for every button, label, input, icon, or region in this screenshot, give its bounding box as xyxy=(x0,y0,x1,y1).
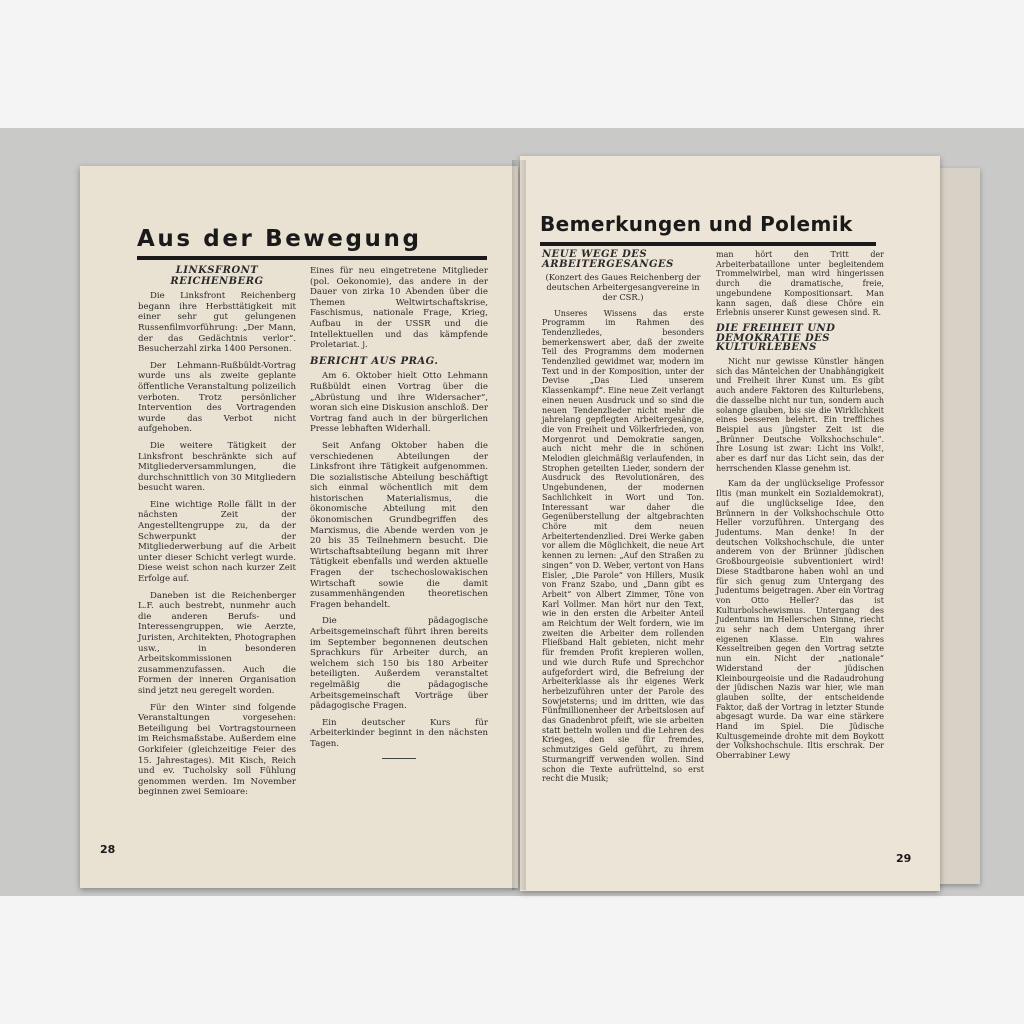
paragraph: Daneben ist die Reichenberger L.F. auch bestrebt, nunmehr auch die anderen Berufs- und Interessengruppen, wie Aerzte, Juristen, Architekten, Photographen usw., in besonderen Arbeitskommissionen zusammenzufassen. Auch die Formen der inneren Organisation sind jetzt neu geregelt worden. xyxy=(138,590,296,696)
right-title-rule xyxy=(540,242,876,246)
book-gutter xyxy=(512,160,526,890)
heading-linksfront-reichenberg: LINKSFRONT REICHENBERG xyxy=(170,265,264,287)
page-number-right: 29 xyxy=(896,852,912,865)
background-bottom xyxy=(0,896,1024,1024)
paragraph: Am 6. Oktober hielt Otto Lehmann Rußbüldt einen Vortrag über die „Abrüstung und ihre Widersacher“, woran sich eine Diskusion anschloß. Der Vortrag fand auch in der bürgerlichen Presse lebhaften Widerhall. xyxy=(310,371,488,435)
paragraph: Eines für neu eingetretene Mitglieder (pol. Oekonomie), das andere in der Dauer von zirka 10 Abenden über die Themen Weltwirtschaftskrise, Faschismus, nationale Frage, Krieg, Aufbau in der USSR und die Intellektuellen und das kämpfende Proletariat. j. xyxy=(310,266,488,351)
right-page-title: Bemerkungen und Polemik xyxy=(540,212,853,236)
left-column-1 xyxy=(138,266,296,804)
background-top xyxy=(0,0,1024,128)
right-page xyxy=(520,156,940,891)
left-title-rule xyxy=(137,256,487,260)
paragraph: Seit Anfang Oktober haben die verschiedenen Abteilungen der Linksfront ihre Tätigkeit aufgenommen. Die sozialistische Abteilung beschäftigt sich einmal wöchentlich mit dem historischen Materialismus, die ökonomische Abteilung mit den ökonomischen Grundbegriffen des Marxismus, die Abende werden von je 20 bis 35 Teilnehmern besucht. Die Wirtschaftsabteilung begann mit ihrer Tätigkeit ebenfalls und werden aktuelle Fragen der tschechoslowakischen Wirtschaft sowie die damit zusammenhängenden theoretischen Fragen behandelt. xyxy=(310,440,488,610)
left-page xyxy=(80,166,518,888)
paragraph: Ein deutscher Kurs für Arbeiterkinder beginnt in den nächsten Tagen. xyxy=(310,717,488,749)
paragraph: Nicht nur gewisse Künstler hängen sich das Mäntelchen der Unabhängigkeit und Freiheit ihrer Kunst um. Es gibt auch andere Faktoren des Kulturlebens, die dasselbe nicht nur tun, sondern auch solange glauben, bis sie die Wirklichkeit eines besseren belehrt. Ein treffliches Beispiel aus jüngster Zeit ist die „Brünner Deutsche Volkshochschule“. Ihre Losung ist zwar: Licht ins Volk!, aber es darf nur das Licht sein, das der herrschenden Klasse genehm ist. xyxy=(716,357,884,473)
left-column-2 xyxy=(310,266,488,759)
paragraph: Die pädagogische Arbeitsgemeinschaft führt ihren bereits im September begonnenen deutschen Sprachkurs für Arbeiter durch, an welchem sich 150 bis 180 Arbeiter beteiligten. Außerdem veranstaltet regelmäßig die pädagogische Arbeitsgemeinschaft Vorträge über pädagogische Fragen. xyxy=(310,616,488,712)
closing-rule xyxy=(382,758,416,759)
paragraph: Der Lehmann-Rußbüldt-Vortrag wurde uns als zweite geplante öffentliche Veranstaltung polizeilich verboten. Trotz persönlicher Intervention des Vortragenden wurde das Verbot nicht aufgehoben. xyxy=(138,360,296,435)
heading-bericht-aus-prag: BERICHT AUS PRAG. xyxy=(310,355,439,367)
paragraph: Die Linksfront Reichenberg begann ihre Herbsttätigkeit mit einer sehr gut gelungenen Russenfilmvorführung: „Der Mann, der das Gedächtnis verlor“. Besucherzahl zirka 1400 Personen. xyxy=(138,291,296,355)
paragraph: Eine wichtige Rolle fällt in der nächsten Zeit der Angestelltengruppe zu, da der Schwerpunkt der Mitgliederwerbung auf die Arbeit unter dieser Schicht verlegt wurde. Diese weist schon nach kurzer Zeit Erfolge auf. xyxy=(138,499,296,585)
paragraph: Für den Winter sind folgende Veranstaltungen vorgesehen: Beteiligung bei Vortragstourneen im Reichsmaßstabe. Außerdem eine Gorkifeier (gleichzeitige Feier des 15. Jahrestages). Mit Kisch, Reich und ev. Tucholsky soll Fühlung genommen werden. Im November beginnen zwei Semioare: xyxy=(138,702,296,798)
paragraph: Unseres Wissens das erste Programm im Rahmen des Tendenzliedes, besonders bemerkenswert aber, daß der zweite Teil des Programms dem modernen Tendenzlied gewidmet war, modern im Text und in der Komposition, unter der Devise „Das Lied unserem Klassenkampf“. Eine neue Zeit verlangt einen neuen Ausdruck und so sind die neuen Tendenzlieder nicht mehr die jahrelang gepflegten Arbeitergesänge, die von Freiheit und Völkerfrieden, von Morgenrot und Demokratie sangen, auch nicht mehr die in schönen Melodien gleichmäßig verlaufenden, in Strophen geteilten Lieder, sondern der Ausdruck des Revolutionären, des Ungebundenen, der modernen Sachlichkeit in Wort und Ton. Interessant war daher die Gegenüberstellung der altgebrachten Chöre mit dem neuen Arbeitertendenzlied. Drei Werke gaben vor allem die Möglichkeit, die neue Art kennen zu lernen: „Auf den Straßen zu singen“ von D. Weber, vertont von Hans Eisler, „Die Parole“ von Hillers, Musik von Franz Szabo, und „Dann gibt es Arbeit“ von Albert Zimmer, Töne von Karl Vollmer. Man hört nur den Text, wie in den ersten die Arbeiter Anteil am Reichtum der Welt fordern, wie im zweiten die Arbeiter dem rollenden Fließband Halt gebieten, nicht mehr für fremden Profit krepieren wollen, und wie durch Rufe und Sprechchor aufgefordert wird, die Befreiung der Arbeiterklasse als ihr eigenes Werk herbeizuführen unter der Parole des Sowjetsterns; und im dritten, wie das Fünfmillionenheer der Arbeitslosen auf das Gnadenbrot pfeift, wie sie arbeiten statt betteln wollen und die Lehren des Krieges, den sie für fremdes, schmutziges Geld geführt, zu ihrem Sturmangriff verwenden wollen. Sind schon die Texte aufrüttelnd, so erst recht die Musik; xyxy=(542,308,704,784)
left-page-title: Aus der Bewegung xyxy=(137,226,422,252)
right-column-2 xyxy=(716,250,884,767)
heading-freiheit-demokratie: DIE FREIHEIT UND DEMOKRATIE DES KULTURLEBENS xyxy=(716,322,836,354)
concert-note: (Konzert des Gaues Reichenberg der deutschen Arbeitergesangvereine in der CSR.) xyxy=(545,272,701,302)
paragraph: Kam da der unglückselige Professor Iltis (man munkelt ein Sozialdemokrat), auf die unglückselige Idee, den Brünnern in der Volkshochschule Otto Heller vorzuführen. Untergang des Judentums. Man denke! In der deutschen Volkshochschule, die unter anderem von der Brünner jüdischen Großbourgeoisie subventioniert wird! Diese Stadtbarone haben wohl an und für sich genug zum Untergang des Judentums beigetragen. Aber ein Vortrag von Otto Heller? das ist Kulturbolschewismus. Untergang des Judentums im Hellerschen Sinne, riecht zu sehr nach dem Untergang ihrer eigenen Klasse. Ein wahres Kesseltreiben gegen den Vortrag setzte nun ein. Nicht der „nationale“ Widerstand der jüdischen Kleinbourgeoisie und die Radaudrohung der jüdischen Nazis war hier, wie man glauben sollte, der entscheidende Faktor, daß der Vortrag in letzter Stunde abgesagt wurde. Da war eine stärkere Hand im Spiel. Die Jüdische Kultusgemeinde drohte mit dem Boykott der Volkshochschule. Iltis erschrak. Der Oberrabiner Lewy xyxy=(716,479,884,761)
right-column-1 xyxy=(542,250,704,790)
heading-neue-wege: NEUE WEGE DES ARBEITERGESANGES xyxy=(542,249,674,270)
page-number-left: 28 xyxy=(100,843,116,856)
paragraph: man hört den Tritt der Arbeiterbataillone unter begleitendem Trommelwirbel, man wird hingerissen durch die dramatische, freie, ungebundene Kompositionsart. Man kann sagen, daß diese Chöre ein Erlebnis unserer Kunst gewesen sind. R. xyxy=(716,250,884,318)
paragraph: Die weitere Tätigkeit der Linksfront beschränkte sich auf Mitgliederversammlungen, die durchschnittlich von 30 Mitgliedern besucht waren. xyxy=(138,440,296,494)
